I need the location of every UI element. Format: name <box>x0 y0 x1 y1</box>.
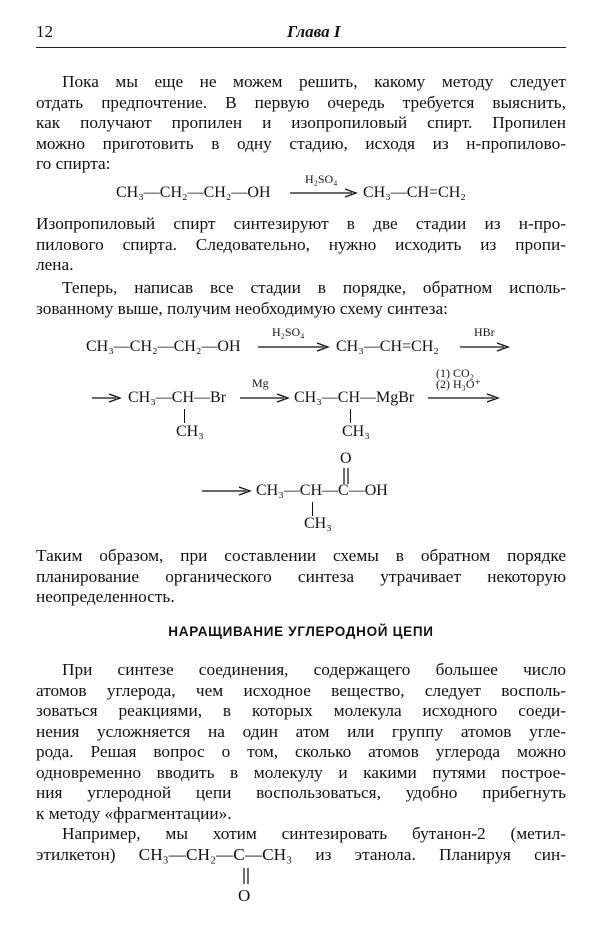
text-line: как получают пропилен и изопропиловый спирт. Пропилен <box>36 113 566 132</box>
scheme-reagent-h3o: (2) H₃O⁺ <box>436 377 481 391</box>
text-line: зоваться реакциями, в которых молекула исходного соеди- <box>36 701 566 720</box>
text-line: можно приготовить в одну стадию, исходя из н-пропилово- <box>36 133 566 153</box>
text-line: Теперь, написав все стадии в порядке, обратном исполь- <box>62 278 566 297</box>
section-heading: НАРАЩИВАНИЕ УГЛЕРОДНОЙ ЦЕПИ <box>168 624 434 639</box>
eq1-reagent: H₂SO₄ <box>305 172 338 186</box>
scheme-grignard: CH₃—CH—MgBr <box>294 389 415 406</box>
scheme-grignard-branch: CH₃ <box>342 423 370 440</box>
scheme-isobutyric-acid: CH₃—CH—C—OH <box>256 482 388 499</box>
header-rule <box>36 47 566 48</box>
text-line: пилового спирта. Следовательно, нужно исходить из пропи- <box>36 234 566 254</box>
arrow-icon <box>92 391 124 405</box>
scheme-propanol: CH₃—CH₂—CH₂—OH <box>86 338 241 355</box>
arrow-icon <box>258 340 332 354</box>
paragraph-example <box>36 824 566 865</box>
single-bond-icon <box>184 409 185 423</box>
text-line: лена. <box>36 255 74 274</box>
eq1-reactant: CH₃—CH₂—CH₂—OH <box>116 184 271 201</box>
single-bond-icon <box>312 502 313 516</box>
paragraph-scheme-intro <box>36 278 566 319</box>
text-line: зованному выше, получим необходимую схему синтеза: <box>36 298 448 318</box>
page-number: 12 <box>36 22 53 41</box>
text-line: неопределенность. <box>36 587 175 606</box>
scheme-bromide-branch: CH₃ <box>176 423 204 440</box>
paragraph-isopropanol <box>36 214 566 276</box>
text-line: нения усложняется на один атом или группу атомов угле- <box>36 721 566 741</box>
chapter-title: Глава I <box>287 22 341 41</box>
text-line: Например, мы хотим синтезировать бутанон-2 (метил- <box>62 824 566 843</box>
eq1-product: CH₃—CH=CH₂ <box>363 184 466 201</box>
text-line: го спирта: <box>36 154 111 173</box>
scheme-isopropyl-bromide: CH₃—CH—Br <box>128 389 227 406</box>
arrow-icon <box>202 484 254 498</box>
paragraph-chain-extension <box>36 660 566 824</box>
scheme-reagent-hbr: HBr <box>474 325 495 339</box>
text-line: Пока мы еще не можем решить, какому методу следует <box>62 72 566 91</box>
single-bond-icon <box>350 409 351 423</box>
scheme-reagent-h2so4: H₂SO₄ <box>272 325 305 339</box>
text-line: Изопропиловый спирт синтезируют в две стадии из н-про- <box>36 214 566 233</box>
scheme-acid-oxygen: O <box>340 450 352 467</box>
text-line: ния углеродной цепи воспользоваться, удобно прибегнуть <box>36 783 566 802</box>
text-line: этилкетон) CH₃—CH₂—C—CH₃ из этанола. Планируя син- <box>36 844 566 864</box>
text-line: планирование органического синтеза утрачивает некоторую <box>36 566 566 586</box>
text-line: одновременно вводить в молекулу и какими путями построе- <box>36 762 566 782</box>
text-line: атомов углерода, чем исходное вещество, следует восполь- <box>36 680 566 700</box>
scheme-acid-branch: CH₃ <box>304 515 332 532</box>
scheme-reagent-mg: Mg <box>252 376 269 390</box>
arrow-icon <box>290 186 360 200</box>
paragraph-intro <box>36 72 566 175</box>
text-line: к методу «фрагментации». <box>36 803 232 823</box>
arrow-icon <box>460 340 512 354</box>
running-header <box>36 22 566 44</box>
scheme-reagent-co2: (1) CO₂ <box>436 366 474 380</box>
paragraph-conclusion <box>36 546 566 608</box>
text-line: Таким образом, при составлении схемы в обратном порядке <box>36 546 566 565</box>
ketone-oxygen: O <box>238 886 251 905</box>
double-bond-icon <box>240 868 252 884</box>
text-line: отдать предпочтение. В первую очередь требуется выяснить, <box>36 92 566 112</box>
arrow-icon <box>428 391 502 405</box>
text-line: При синтезе соединения, содержащего большее число <box>62 660 566 679</box>
arrow-icon <box>240 391 292 405</box>
text-line: рода. Решая вопрос о том, сколько атомов углерода можно <box>36 742 566 761</box>
scheme-propene: CH₃—CH=CH₂ <box>336 338 439 355</box>
